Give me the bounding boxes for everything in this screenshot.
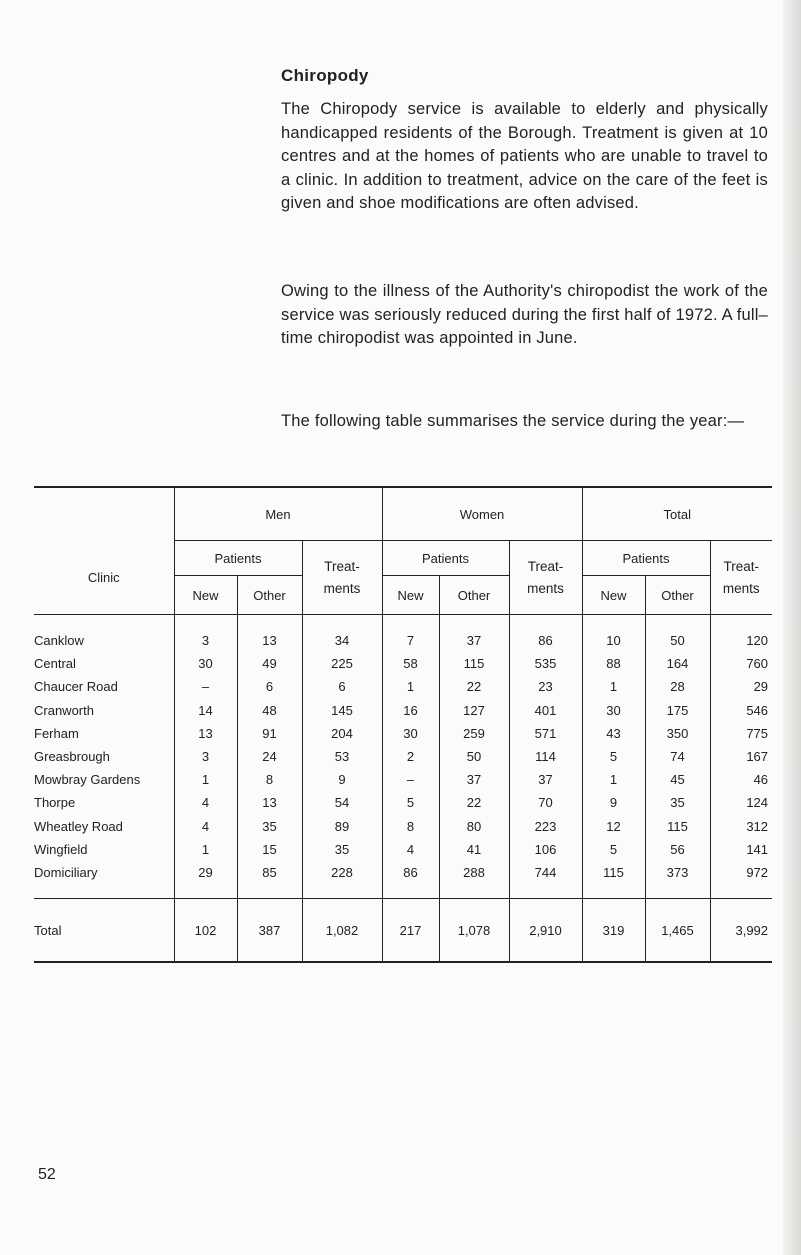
table-cell: 115 xyxy=(645,815,710,838)
table-cell: 972 xyxy=(710,861,772,884)
table-cell: 3,992 xyxy=(710,899,772,963)
table-cell: 89 xyxy=(302,815,382,838)
table-cell: 30 xyxy=(382,722,439,745)
group-total: Total xyxy=(582,487,772,541)
table-cell: 401 xyxy=(509,699,582,722)
table-cell: 8 xyxy=(382,815,439,838)
table-cell: 127 xyxy=(439,699,509,722)
clinic-name: Wingfield xyxy=(34,841,88,857)
table-cell: 6 xyxy=(302,675,382,698)
table-cell: 37 xyxy=(439,629,509,652)
clinic-name: Mowbray Gardens xyxy=(34,772,141,788)
table-cell: 12 xyxy=(582,815,645,838)
table-cell: 35 xyxy=(302,838,382,861)
table-cell: 546 xyxy=(710,699,772,722)
table-cell: 49 xyxy=(237,652,302,675)
table-cell: 22 xyxy=(439,791,509,814)
table-cell: 114 xyxy=(509,745,582,768)
table-cell: 30 xyxy=(582,699,645,722)
total-patients-header: Patients xyxy=(582,541,710,576)
group-women: Women xyxy=(382,487,582,541)
table-cell: 14 xyxy=(174,699,237,722)
table-cell: 5 xyxy=(582,745,645,768)
table-cell: 43 xyxy=(582,722,645,745)
table-cell: 141 xyxy=(710,838,772,861)
table-cell: – xyxy=(174,675,237,698)
table-cell: 45 xyxy=(645,768,710,791)
table-cell: 9 xyxy=(582,791,645,814)
men-new-header: New xyxy=(174,576,237,615)
page-number: 52 xyxy=(38,1166,56,1183)
table-cell: 13 xyxy=(237,629,302,652)
women-patients-header: Patients xyxy=(382,541,509,576)
table-cell: – xyxy=(382,768,439,791)
table-cell: 1 xyxy=(382,675,439,698)
table-cell: 24 xyxy=(237,745,302,768)
section-heading: Chiropody xyxy=(281,66,369,85)
table-cell: 744 xyxy=(509,861,582,884)
men-treatments-header: Treat- ments xyxy=(302,541,382,615)
clinic-name: Total xyxy=(34,899,174,963)
table-cell: 115 xyxy=(582,861,645,884)
total-row xyxy=(34,899,772,963)
table-cell: 571 xyxy=(509,722,582,745)
paragraph-staffing: Owing to the illness of the Authority's chiropodist the work of the service was seriously reduced during the first half of 1972. A full–time chiropodist was appointed in June. xyxy=(281,282,768,347)
table-cell: 2,910 xyxy=(509,899,582,963)
table-cell: 13 xyxy=(237,791,302,814)
table-cell: 86 xyxy=(382,861,439,884)
header-corner xyxy=(34,487,174,541)
table-cell: 37 xyxy=(439,768,509,791)
women-treatments-header: Treat- ments xyxy=(509,541,582,615)
table-cell: 3 xyxy=(174,745,237,768)
table-cell: 56 xyxy=(645,838,710,861)
total-treatments-header: Treat- ments xyxy=(710,541,772,615)
total-new-header: New xyxy=(582,576,645,615)
table-cell: 164 xyxy=(645,652,710,675)
clinic-name: Canklow xyxy=(34,633,84,649)
table-cell: 80 xyxy=(439,815,509,838)
table-row xyxy=(34,722,772,745)
table-cell: 102 xyxy=(174,899,237,963)
women-new-header: New xyxy=(382,576,439,615)
table-cell: 775 xyxy=(710,722,772,745)
women-other-header: Other xyxy=(439,576,509,615)
table-cell: 46 xyxy=(710,768,772,791)
clinic-name: Chaucer Road xyxy=(34,679,118,695)
table-cell: 535 xyxy=(509,652,582,675)
table-cell: 106 xyxy=(509,838,582,861)
table-row xyxy=(34,675,772,698)
table-cell: 91 xyxy=(237,722,302,745)
table-row xyxy=(34,699,772,722)
table-cell: 35 xyxy=(237,815,302,838)
table-cell: 50 xyxy=(645,629,710,652)
table-cell: 225 xyxy=(302,652,382,675)
table-cell: 74 xyxy=(645,745,710,768)
paragraph-service-description: The Chiropody service is available to elderly and physically handicapped residents of the Borough. Treatment is given at 10 centres and at the homes of patients who are unable to travel to a clinic. In addition to treatment, advice on the care of the feet is given and shoe modifications are often advised. xyxy=(281,100,768,212)
table-cell: 1 xyxy=(582,675,645,698)
table-cell: 1,078 xyxy=(439,899,509,963)
table-cell: 22 xyxy=(439,675,509,698)
clinic-name: Wheatley Road xyxy=(34,818,123,834)
table-row xyxy=(34,652,772,675)
table-cell: 28 xyxy=(645,675,710,698)
total-other-header: Other xyxy=(645,576,710,615)
table-cell: 387 xyxy=(237,899,302,963)
table-cell: 5 xyxy=(582,838,645,861)
table-cell: 37 xyxy=(509,768,582,791)
table-cell: 167 xyxy=(710,745,772,768)
table-cell: 228 xyxy=(302,861,382,884)
table-cell: 319 xyxy=(582,899,645,963)
clinic-name: Greasbrough xyxy=(34,749,110,765)
table-cell: 120 xyxy=(710,629,772,652)
table-cell: 1 xyxy=(582,768,645,791)
table-cell: 312 xyxy=(710,815,772,838)
table-cell: 5 xyxy=(382,791,439,814)
table-cell: 4 xyxy=(174,791,237,814)
table-cell: 1 xyxy=(174,838,237,861)
table-cell: 1,465 xyxy=(645,899,710,963)
table-cell: 124 xyxy=(710,791,772,814)
table-cell: 70 xyxy=(509,791,582,814)
table-cell: 204 xyxy=(302,722,382,745)
table-cell: 29 xyxy=(710,675,772,698)
table-cell: 23 xyxy=(509,675,582,698)
table-cell: 16 xyxy=(382,699,439,722)
table-cell: 58 xyxy=(382,652,439,675)
table-row xyxy=(34,815,772,838)
table-cell: 53 xyxy=(302,745,382,768)
table-cell: 175 xyxy=(645,699,710,722)
table-row xyxy=(34,838,772,861)
table-cell: 223 xyxy=(509,815,582,838)
group-men: Men xyxy=(174,487,382,541)
clinic-column-header: Clinic xyxy=(34,541,174,615)
table-cell: 48 xyxy=(237,699,302,722)
table-cell: 30 xyxy=(174,652,237,675)
clinic-name: Thorpe xyxy=(34,795,76,811)
men-other-header: Other xyxy=(237,576,302,615)
table-cell: 4 xyxy=(174,815,237,838)
table-cell: 373 xyxy=(645,861,710,884)
table-cell: 6 xyxy=(237,675,302,698)
table-cell: 54 xyxy=(302,791,382,814)
table-cell: 15 xyxy=(237,838,302,861)
clinic-name: Domiciliary xyxy=(34,864,98,880)
clinic-name: Ferham xyxy=(34,725,79,741)
table-cell: 34 xyxy=(302,629,382,652)
table-row xyxy=(34,861,772,884)
table-cell: 4 xyxy=(382,838,439,861)
table-cell: 10 xyxy=(582,629,645,652)
table-cell: 35 xyxy=(645,791,710,814)
table-cell: 1,082 xyxy=(302,899,382,963)
page-edge-shadow xyxy=(783,0,801,1255)
table-cell: 29 xyxy=(174,861,237,884)
table-cell: 145 xyxy=(302,699,382,722)
table-cell: 86 xyxy=(509,629,582,652)
table-cell: 350 xyxy=(645,722,710,745)
table-cell: 41 xyxy=(439,838,509,861)
table-cell: 259 xyxy=(439,722,509,745)
clinic-name: Cranworth xyxy=(34,702,94,718)
table-cell: 760 xyxy=(710,652,772,675)
table-cell: 288 xyxy=(439,861,509,884)
table-cell: 1 xyxy=(174,768,237,791)
table-row xyxy=(34,791,772,814)
men-patients-header: Patients xyxy=(174,541,302,576)
clinic-name: Central xyxy=(34,656,76,672)
table-row xyxy=(34,629,772,652)
table-cell: 85 xyxy=(237,861,302,884)
table-cell: 9 xyxy=(302,768,382,791)
table-cell: 8 xyxy=(237,768,302,791)
table-cell: 50 xyxy=(439,745,509,768)
table-row xyxy=(34,768,772,791)
paragraph-table-intro: The following table summarises the service during the year:— xyxy=(281,412,745,430)
chiropody-summary-table xyxy=(34,486,772,963)
table-cell: 115 xyxy=(439,652,509,675)
table-cell: 3 xyxy=(174,629,237,652)
table-row xyxy=(34,745,772,768)
table-cell: 217 xyxy=(382,899,439,963)
table-cell: 7 xyxy=(382,629,439,652)
table-cell: 13 xyxy=(174,722,237,745)
table-cell: 2 xyxy=(382,745,439,768)
table-cell: 88 xyxy=(582,652,645,675)
